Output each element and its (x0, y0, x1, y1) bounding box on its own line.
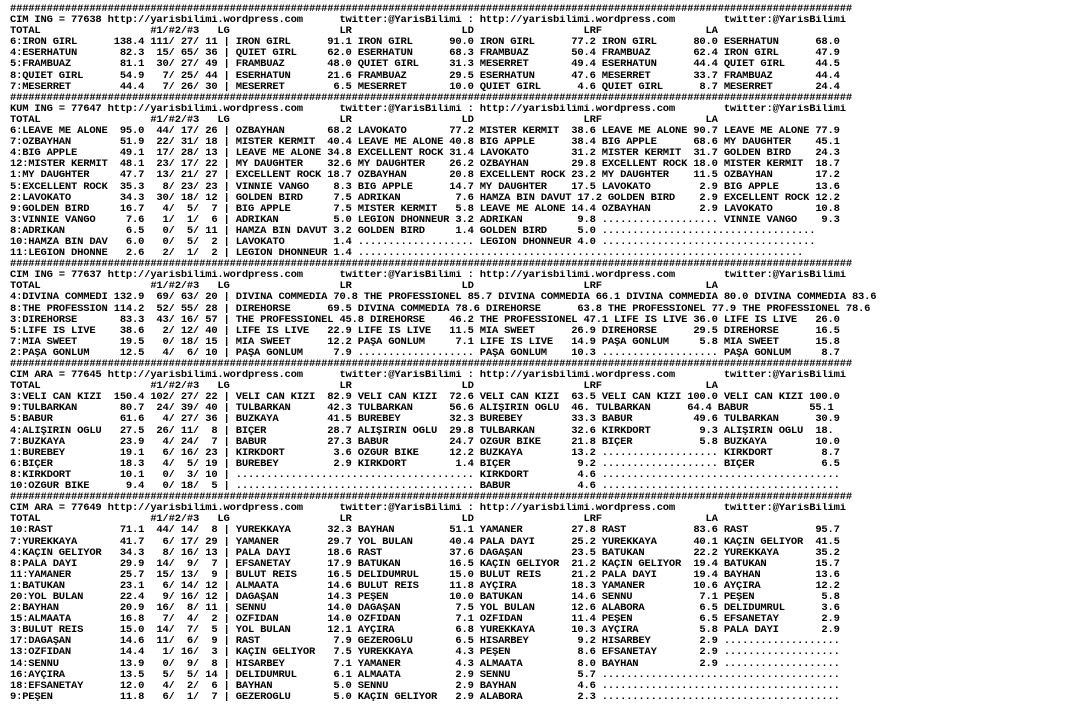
separator-line: ########################################################################################################################################## (10, 92, 852, 104)
data-row: 18:EFSANETAY 12.0 4/ 2/ 6 | BAYHAN 5.0 SENNU 2.9 BAYHAN 4.6 ....................................... (10, 680, 840, 692)
data-row: 13:ÖZFİDAN 14.4 1/ 16/ 3 | KAÇIN GELİYOR 7.5 YÜREKKAYA 4.3 PEŞEN 8.6 EFSANETAY 2.9 ................... (10, 647, 840, 659)
data-row: 6:BİÇER 18.3 4/ 5/ 19 | BÜREBEY 2.9 KIRKDÖRT 1.4 BİÇER 9.2 ................... BİÇER 6.5 (10, 458, 840, 470)
race-header: CIM ING = 77637 http://yarisbilimi.wordpress.com twitter:@YarisBilimi : http://yarisbilimi.wordpress.com twitter:@YarisBilimi (10, 270, 846, 282)
data-row: 3:VINNIE VANGO 7.6 1/ 1/ 6 | ADRIKAN 5.0 LEGION DHONNEUR 3.2 ADRIKAN 9.8 ................... VINNIE VANGO 9.3 (10, 214, 840, 226)
data-row: 17:DAĞAŞAN 14.6 11/ 6/ 9 | RAST 7.9 GEZEROĞLU 6.5 HİSARBEY 9.2 HİSARBEY 2.9 ................... (10, 636, 840, 648)
data-row: 6:IRON GIRL 138.4 111/ 27/ 11 | IRON GIRL 91.1 IRON GIRL 90.0 IRON GIRL 77.2 IRON GIRL 80.0 ESERHATUN 68.0 (10, 37, 840, 49)
data-row: 11:LEGION DHONNE 2.6 2/ 1/ 2 | LEGION DHONNEUR 1.4 ......................................................................... (10, 248, 804, 260)
data-row: 4:ALIŞİRİN OĞLU 27.5 26/ 11/ 8 | BİÇER 28.7 ALIŞİRİN OĞLU 29.8 TULBARKAN 32.6 KIRKDÖRT 9.3 ALIŞİRİN OĞLU 18. (10, 425, 834, 437)
data-row: 11:YAMANER 25.7 15/ 13/ 9 | BULUT REİS 16.5 DELİDUMRUL 15.0 BULUT REİS 21.2 PALA DAYI 19.4 BAYHAN 13.6 (10, 569, 840, 581)
data-row: 15:ALMAATA 16.8 7/ 4/ 2 | ÖZFİDAN 14.0 ÖZFİDAN 7.1 ÖZFİDAN 11.4 PEŞEN 6.5 EFSANETAY 2.9 (10, 614, 840, 626)
race-header: CIM ARA = 77645 http://yarisbilimi.wordpress.com twitter:@YarisBilimi : http://yarisbilimi.wordpress.com twitter:@YarisBilimi (10, 370, 846, 382)
data-row: 8:THE PROFESSION 114.2 52/ 55/ 28 | DIREHORSE 69.5 DIVINA COMMEDIA 78.6 DIREHORSE 63.8 THE PROFESSIONEL 77.9 THE PROFESSIONEL 78.6 (10, 303, 871, 315)
data-row: 2:PAŞA GÖNLÜM 12.5 4/ 6/ 10 | PAŞA GÖNLÜM 7.9 ................... PAŞA GÖNLÜM 10.3 ................... PAŞA GÖNLÜM 8.7 (10, 347, 840, 359)
separator-line: ########################################################################################################################################## (10, 492, 852, 504)
column-header: TOTAL #1/#2/#3 LG LR LD LRF LA (10, 381, 718, 393)
data-row: 7:ÖZBAYHAN 51.9 22/ 31/ 18 | MISTER KERMİT 40.4 LEAVE ME ALONE 40.8 BIG APPLE 38.4 BIG APPLE 68.6 MY DAUGHTER 45.1 (10, 137, 840, 149)
data-row: 6:LEAVE ME ALONE 95.0 44/ 17/ 26 | ÖZBAYHAN 68.2 LAVOKATO 77.2 MISTER KERMİT 38.6 LEAVE ME ALONE 90.7 LEAVE ME ALONE 77.9 (10, 126, 840, 138)
data-row: 10:HAMZA BİN DAV 6.0 0/ 5/ 2 | LAVOKATO 1.4 ................... LEGION DHONNEUR 4.0 ................................... (10, 236, 816, 248)
data-row: 5:FRAMBUAZ 81.1 30/ 27/ 49 | FRAMBUAZ 48.0 QUIET GIRL 31.3 MESERRET 49.4 ESERHATUN 44.4 QUIET GIRL 44.5 (10, 59, 840, 71)
separator-line: ########################################################################################################################################## (10, 259, 852, 271)
data-row: 16:AYÇİRA 13.5 5/ 5/ 14 | DELİDUMRUL 6.1 ALMAATA 2.9 SENNU 5.7 ....................................... (10, 669, 840, 681)
data-row: 9:TULBARKAN 80.7 24/ 39/ 40 | TULBARKAN 42.3 TULBARKAN 56.6 ALIŞİRİN OĞLU 46. TULBARKAN 64.4 BABÜR 55.1 (10, 403, 834, 415)
data-row: 7:MIA SWEET 19.5 0/ 18/ 15 | MIA SWEET 12.2 PAŞA GÖNLÜM 7.1 LIFE IS LIVE 14.9 PAŞA GÖNLÜM 5.8 MIA SWEET 15.8 (10, 336, 840, 348)
data-row: 10:ÖZGÜR BİKE 9.4 0/ 18/ 5 | ....................................... BABÜR 4.6 ....................................... (10, 481, 840, 493)
data-row: 8:KIRKDÖRT 10.1 0/ 3/ 10 | ....................................... KIRKDÖRT 4.6 ....................................... (10, 469, 840, 481)
column-header: TOTAL #1/#2/#3 LG LR LD LRF LA (10, 114, 718, 126)
data-row: 7:BUZKAYA 23.9 4/ 24/ 7 | BABÜR 27.3 BABÜR 24.7 ÖZGÜR BİKE 21.8 BİÇER 5.8 BUZKAYA 10.0 (10, 436, 840, 448)
data-row: 3:BULUT REİS 15.0 14/ 7/ 5 | YOL BULAN 12.1 AYÇİRA 6.8 YÜREKKAYA 10.3 AYÇİRA 5.8 PALA DAYI 2.9 (10, 625, 840, 637)
data-row: 7:MESERRET 44.4 7/ 26/ 30 | MESERRET 6.5 MESERRET 10.0 QUIET GIRL 4.6 QUIET GIRL 8.7 MESERRET 24.4 (10, 81, 840, 93)
data-row: 5:LIFE IS LIVE 38.6 2/ 12/ 40 | LIFE IS LIVE 22.9 LIFE IS LIVE 11.5 MIA SWEET 26.9 DIREHORSE 29.5 DIREHORSE 16.5 (10, 325, 840, 337)
data-row: 5:BABÜR 61.6 4/ 27/ 36 | BUZKAYA 41.5 BÜREBEY 32.3 BÜREBEY 33.3 BABÜR 49.6 TULBARKAN 30.9 (10, 414, 840, 426)
data-row: 7:YÜREKKAYA 41.7 6/ 17/ 29 | YAMANER 29.7 YOL BULAN 40.4 PALA DAYI 25.2 YÜREKKAYA 40.1 KAÇIN GELİYOR 41.5 (10, 536, 840, 548)
data-row: 5:EXCELLENT ROCK 35.3 8/ 23/ 23 | VINNIE VANGO 8.3 BIG APPLE 14.7 MY DAUGHTER 17.5 LAVOKATO 2.9 BIG APPLE 13.6 (10, 181, 840, 193)
data-row: 9:GOLDEN BIRD 16.7 4/ 5/ 7 | BIG APPLE 7.5 MISTER KERMİT 5.8 LEAVE ME ALONE 14.4 ÖZBAYHAN 2.9 LAVOKATO 10.8 (10, 203, 840, 215)
data-row: 1:BATUKAN 23.1 6/ 14/ 12 | ALMAATA 14.6 BULUT REİS 11.8 AYÇİRA 18.3 YAMANER 10.6 AYÇİRA 12.2 (10, 580, 840, 592)
column-header: TOTAL #1/#2/#3 LG LR LD LRF LA (10, 26, 718, 38)
data-row: 4:DIVINA COMMEDI 132.9 69/ 63/ 20 | DIVINA COMMEDIA 70.8 THE PROFESSIONEL 85.7 DIVINA COMMEDIA 66.1 DIVINA COMMEDIA 80.0 DIVINA COMMEDIA 83.6 (10, 292, 877, 304)
data-row: 3:DIREHORSE 83.3 43/ 16/ 57 | THE PROFESSIONEL 45.8 DIREHORSE 46.2 THE PROFESSIONEL 47.1 LIFE IS LIVE 36.0 LIFE IS LIVE 26.0 (10, 314, 840, 326)
column-header: TOTAL #1/#2/#3 LG LR LD LRF LA (10, 281, 718, 293)
data-row: 20:YOL BULAN 22.4 9/ 16/ 12 | DAĞAŞAN 14.3 PEŞEN 10.0 BATUKAN 14.6 SENNU 7.1 PEŞEN 5.8 (10, 591, 840, 603)
data-row: 3:VELİ CAN KIZI 150.4 102/ 27/ 22 | VELİ CAN KIZI 82.9 VELİ CAN KIZI 72.6 VELİ CAN KIZI 63.5 VELİ CAN KIZI 100.0 VELİ CAN KIZI 100.0 (10, 392, 840, 404)
data-row: 8:ADRIKAN 6.5 0/ 5/ 11 | HAMZA BİN DAVUT 3.2 GOLDEN BIRD 1.4 GOLDEN BIRD 5.0 ................................... (10, 225, 816, 237)
data-row: 14:SENNU 13.9 0/ 9/ 8 | HİSARBEY 7.1 YAMANER 4.3 ALMAATA 8.0 BAYHAN 2.9 ................... (10, 658, 840, 670)
data-row: 4:ESERHATUN 82.3 15/ 65/ 36 | QUIET GIRL 62.0 ESERHATUN 68.3 FRAMBUAZ 50.4 FRAMBUAZ 62.4 IRON GIRL 47.9 (10, 48, 840, 60)
data-row: 9:PEŞEN 11.8 6/ 1/ 7 | GEZEROĞLU 5.0 KAÇIN GELİYOR 2.9 ALABORA 2.3 ....................................... (10, 691, 840, 703)
data-row: 4:KAÇIN GELİYOR 34.3 8/ 16/ 13 | PALA DAYI 18.6 RAST 37.6 DAĞAŞAN 23.5 BATUKAN 22.2 YÜREKKAYA 35.2 (10, 547, 840, 559)
data-row: 2:LAVOKATO 34.3 30/ 18/ 12 | GOLDEN BIRD 7.5 ADRIKAN 7.6 HAMZA BİN DAVUT 17.2 GOLDEN BIRD 2.9 EXCELLENT ROCK 12.2 (10, 192, 840, 204)
race-header: KUM ING = 77647 http://yarisbilimi.wordpress.com twitter:@YarisBilimi : http://yarisbilimi.wordpress.com twitter:@YarisBilimi (10, 103, 846, 115)
data-row: 4:BIG APPLE 49.1 17/ 28/ 13 | LEAVE ME ALONE 34.8 EXCELLENT ROCK 31.4 LAVOKATO 31.2 MISTER KERMİT 31.7 GOLDEN BIRD 24.3 (10, 148, 840, 160)
separator-line: ########################################################################################################################################## (10, 4, 852, 15)
column-header: TOTAL #1/#2/#3 LG LR LD LRF LA (10, 514, 718, 526)
data-row: 10:RAST 71.1 44/ 14/ 8 | YÜREKKAYA 32.3 BAYHAN 51.1 YAMANER 27.8 RAST 83.6 RAST 95.7 (10, 525, 840, 537)
data-row: 8:PALA DAYI 29.9 14/ 9/ 7 | EFSANETAY 17.9 BATUKAN 16.5 KAÇIN GELİYOR 21.2 KAÇIN GELİYOR 19.4 BATUKAN 15.7 (10, 558, 840, 570)
data-row: 1:MY DAUGHTER 47.7 13/ 21/ 27 | EXCELLENT ROCK 18.7 ÖZBAYHAN 20.8 EXCELLENT ROCK 23.2 MY DAUGHTER 11.5 ÖZBAYHAN 17.2 (10, 170, 840, 182)
data-row: 12:MISTER KERMİT 48.1 23/ 17/ 22 | MY DAUGHTER 32.6 MY DAUGHTER 26.2 ÖZBAYHAN 29.8 EXCELLENT ROCK 18.0 MISTER KERMİT 18.7 (10, 159, 840, 171)
race-header: CIM ARA = 77649 http://yarisbilimi.wordpress.com twitter:@YarisBilimi : http://yarisbilimi.wordpress.com twitter:@YarisBilimi (10, 503, 846, 515)
separator-line: ########################################################################################################################################## (10, 359, 852, 370)
race-header: CIM ING = 77638 http://yarisbilimi.wordpress.com twitter:@YarisBilimi : http://yarisbilimi.wordpress.com twitter:@YarisBilimi (10, 15, 846, 27)
data-row: 2:BAYHAN 20.9 16/ 8/ 11 | SENNU 14.0 DAĞAŞAN 7.5 YOL BULAN 12.6 ALABORA 6.5 DELİDUMRUL 3.6 (10, 603, 840, 615)
data-row: 1:BÜREBEY 19.1 6/ 16/ 23 | KIRKDÖRT 3.6 ÖZGÜR BİKE 12.2 BUZKAYA 13.2 ................... KIRKDÖRT 8.7 (10, 447, 840, 459)
data-row: 8:QUIET GIRL 54.9 7/ 25/ 44 | ESERHATUN 21.6 FRAMBUAZ 29.5 ESERHATUN 47.6 MESERRET 33.7 FRAMBUAZ 44.4 (10, 70, 840, 82)
